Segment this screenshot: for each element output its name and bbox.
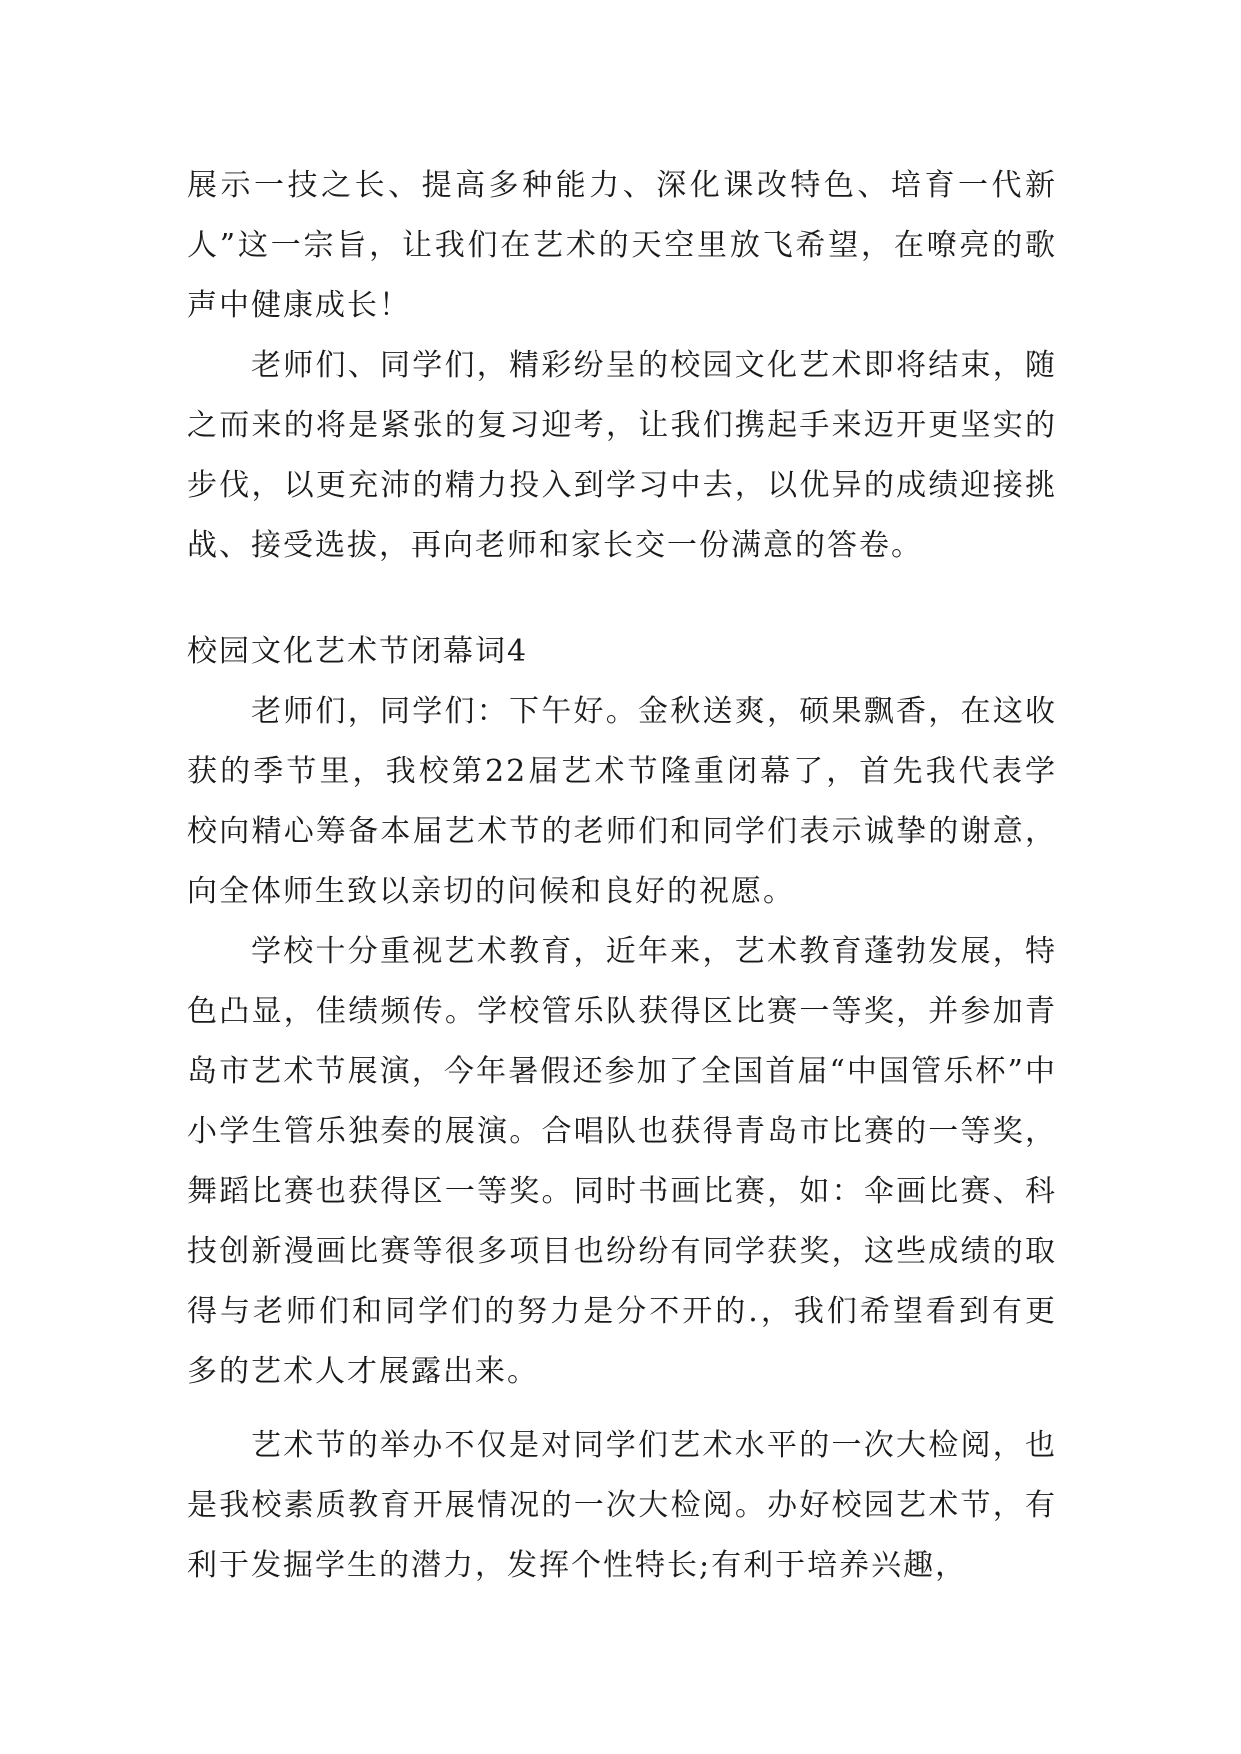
paragraph-achievements: 学校十分重视艺术教育，近年来，艺术教育蓬勃发展，特色凸显，佳绩频传。学校管乐队获得区比赛一等奖，并参加青岛市艺术节展演，今年暑假还参加了全国首届“中国管乐杯”中小学生管乐独奏的展演。合唱队也获得青岛市比赛的一等奖，舞蹈比赛也获得区一等奖。同时书画比赛，如：伞画比赛、科技创新漫画比赛等很多项目也纷纷有同学获奖，这些成绩的取得与老师们和同学们的努力是分不开的.，我们希望看到有更多的艺术人才展露出来。 [187,934,1057,1389]
paragraph-greeting: 老师们，同学们：下午好。金秋送爽，硕果飘香，在这收获的季节里，我校第22届艺术节隆重闭幕了，首先我代表学校向精心筹备本届艺术节的老师们和同学们表示诚挚的谢意，向全体师生致以亲切的问候和良好的祝愿。 [187,694,1057,909]
section-heading: 校园文化艺术节闭幕词4 [187,634,529,669]
paragraph-significance: 艺术节的举办不仅是对同学们艺术水平的一次大检阅，也是我校素质教育开展情况的一次大检阅。办好校园艺术节，有利于发掘学生的潜力，发挥个性特长;有利于培养兴趣， [187,1428,1057,1583]
paragraph-closing: 老师们、同学们，精彩纷呈的校园文化艺术即将结束，随之而来的将是紧张的复习迎考，让我们携起手来迈开更坚实的步伐，以更充沛的精力投入到学习中去，以优异的成绩迎接挑战、接受选拔，再向老师和家长交一份满意的答卷。 [187,348,1057,563]
paragraph-continuation: 展示一技之长、提高多种能力、深化课改特色、培育一代新人”这一宗旨，让我们在艺术的天空里放飞希望，在嘹亮的歌声中健康成长！ [187,168,1057,323]
